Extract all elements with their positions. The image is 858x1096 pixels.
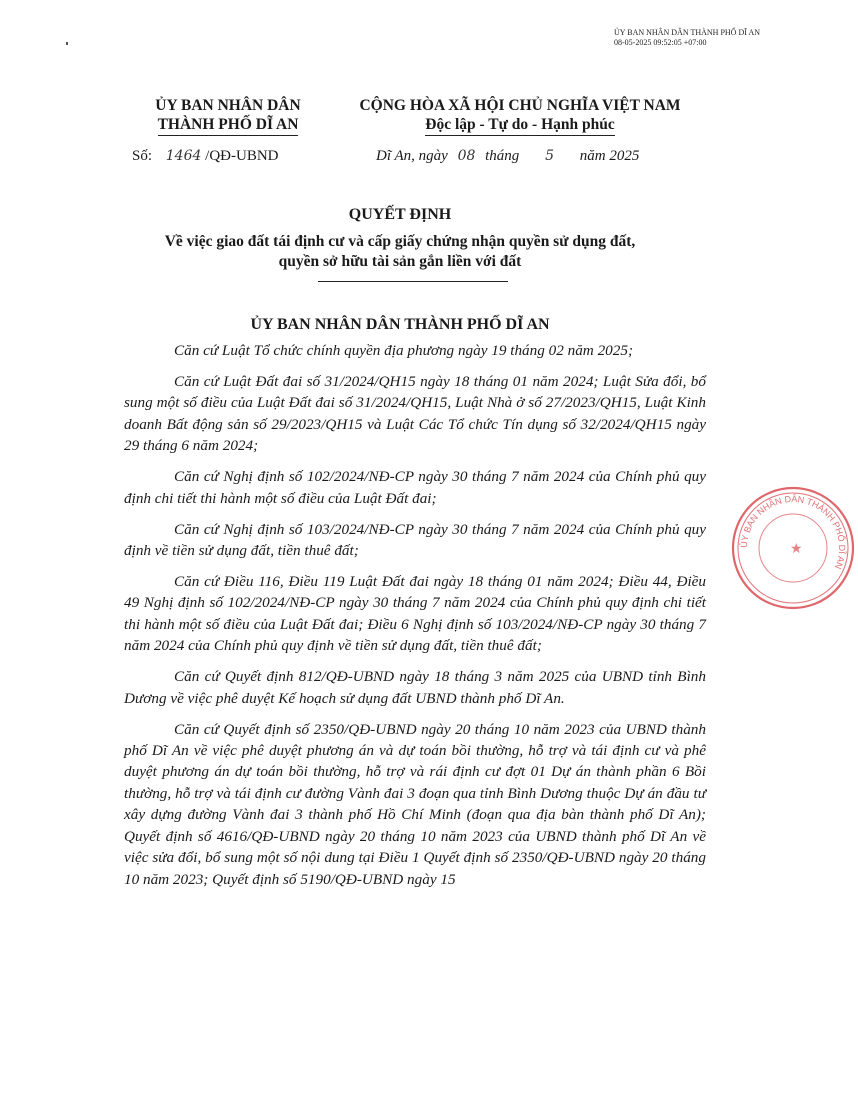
subject-line2: quyền sở hữu tài sản gắn liền với đất bbox=[278, 253, 522, 270]
doc-number-suffix: /QĐ-UBND bbox=[205, 148, 279, 164]
issuing-authority bbox=[128, 96, 328, 136]
subject-line1: Về việc giao đất tái định cư và cấp giấy chứng nhận quyền sử dụng đất, bbox=[164, 233, 636, 250]
date-place-prefix: Dĩ An, ngày bbox=[376, 148, 448, 164]
issuing-authority-line2: THÀNH PHỐ DĨ AN bbox=[158, 115, 299, 136]
doc-number-prefix: Số: bbox=[132, 148, 153, 164]
doc-number-handwritten: 1464 bbox=[165, 148, 202, 164]
paragraph: Căn cứ Nghị định số 103/2024/NĐ-CP ngày 30 tháng 7 năm 2024 của Chính phủ quy định về tiền sử dụng đất, tiền thuê đất; bbox=[124, 520, 706, 560]
document-subject bbox=[100, 232, 700, 272]
digital-stamp-timestamp: 08-05-2025 09:52:05 +07:00 bbox=[614, 38, 707, 47]
seal-text: ỦY BAN NHÂN DÂN THÀNH PHỐ DĨ AN bbox=[738, 493, 848, 571]
document-number bbox=[132, 148, 279, 165]
issue-date bbox=[376, 148, 639, 165]
svg-text:★: ★ bbox=[790, 540, 803, 556]
svg-text:ỦY BAN NHÂN DÂN THÀNH PHỐ DĨ A bbox=[738, 494, 848, 571]
document-body bbox=[124, 340, 706, 900]
decision-authority: ỦY BAN NHÂN DÂN THÀNH PHỐ DĨ AN bbox=[250, 316, 550, 333]
digital-stamp-org: ỦY BAN NHÂN DÂN THÀNH PHỐ DĨ AN bbox=[614, 28, 760, 37]
subject-underline bbox=[318, 281, 508, 282]
issuing-authority-line1: ỦY BAN NHÂN DÂN bbox=[155, 97, 301, 114]
paragraph: Căn cứ Quyết định số 2350/QĐ-UBND ngày 20 tháng 10 năm 2023 của UBND thành phố Dĩ An về việc phê duyệt phương án và dự toán bồi thường, hỗ trợ và tái định cư và phê duyệt phương án dự toán bồi thường, hỗ trợ và rái định cư đợt 01 Dự án thành phần 6 Bồi thường, hỗ trợ và tái định cư đường Vành đai 3 đoạn qua tỉnh Bình Dương thuộc Dự án đầu tư xây dựng đường Vành đai 3 thành phố Hồ Chí Minh (đoạn qua địa bàn thành phố Dĩ An); Quyết định số 4616/QĐ-UBND ngày 20 tháng 10 năm 2023 của UBND thành phố Dĩ An về việc sửa đổi, bổ sung một số nội dung tại Điều 1 Quyết định số 2350/QĐ-UBND ngày 20 tháng 10 năm 2023; Quyết định số 5190/QĐ-UBND ngày 15 bbox=[124, 720, 706, 888]
paragraph: Căn cứ Quyết định 812/QĐ-UBND ngày 18 tháng 3 năm 2025 của UBND tỉnh Bình Dương về việc phê duyệt Kế hoạch sử dụng đất UBND thành phố Dĩ An. bbox=[124, 668, 706, 707]
motto: Độc lập - Tự do - Hạnh phúc bbox=[425, 115, 614, 136]
national-motto bbox=[330, 96, 710, 136]
paragraph: Căn cứ Nghị định số 102/2024/NĐ-CP ngày 30 tháng 7 năm 2024 của Chính phủ quy định chi tiết thi hành một số điều của Luật Đất đai; bbox=[124, 468, 706, 507]
paragraph: Căn cứ Luật Tổ chức chính quyền địa phương ngày 19 tháng 02 năm 2025; bbox=[174, 342, 634, 359]
paragraph: Căn cứ Điều 116, Điều 119 Luật Đất đai ngày 18 tháng 01 năm 2024; Điều 44, Điều 49 Nghị định số 102/2024/NĐ-CP ngày 30 tháng 7 năm 2024 của Chính phủ quy định chi tiết thi hành một số điều của Luật Đất đai; Điều 6 Nghị định số 103/2024/NĐ-CP ngày 30 tháng 7 năm 2024 của Chính phủ quy định về tiền sử dụng đất, tiền thuê đất; bbox=[124, 573, 706, 655]
date-year: năm 2025 bbox=[579, 148, 640, 164]
date-month-label: tháng bbox=[485, 148, 520, 164]
document-title: QUYẾT ĐỊNH bbox=[348, 206, 452, 223]
scan-speck bbox=[66, 42, 68, 45]
date-month: 5 bbox=[545, 148, 554, 164]
national-name: CỘNG HÒA XÃ HỘI CHỦ NGHĨA VIỆT NAM bbox=[359, 97, 681, 114]
digital-signature-stamp bbox=[614, 28, 760, 48]
paragraph: Căn cứ Luật Đất đai số 31/2024/QH15 ngày 18 tháng 01 năm 2024; Luật Sửa đổi, bổ sung một số điều của Luật Đất đai số 31/2024/QH15, Luật Nhà ở số 27/2023/QH15, Luật Kinh doanh Bất động sản số 29/2023/QH15 và Luật Các Tổ chức Tín dụng số 32/2024/QH15 ngày 29 tháng 6 năm 2024; bbox=[124, 373, 706, 455]
date-day: 08 bbox=[457, 148, 476, 164]
red-seal-icon bbox=[728, 483, 858, 613]
